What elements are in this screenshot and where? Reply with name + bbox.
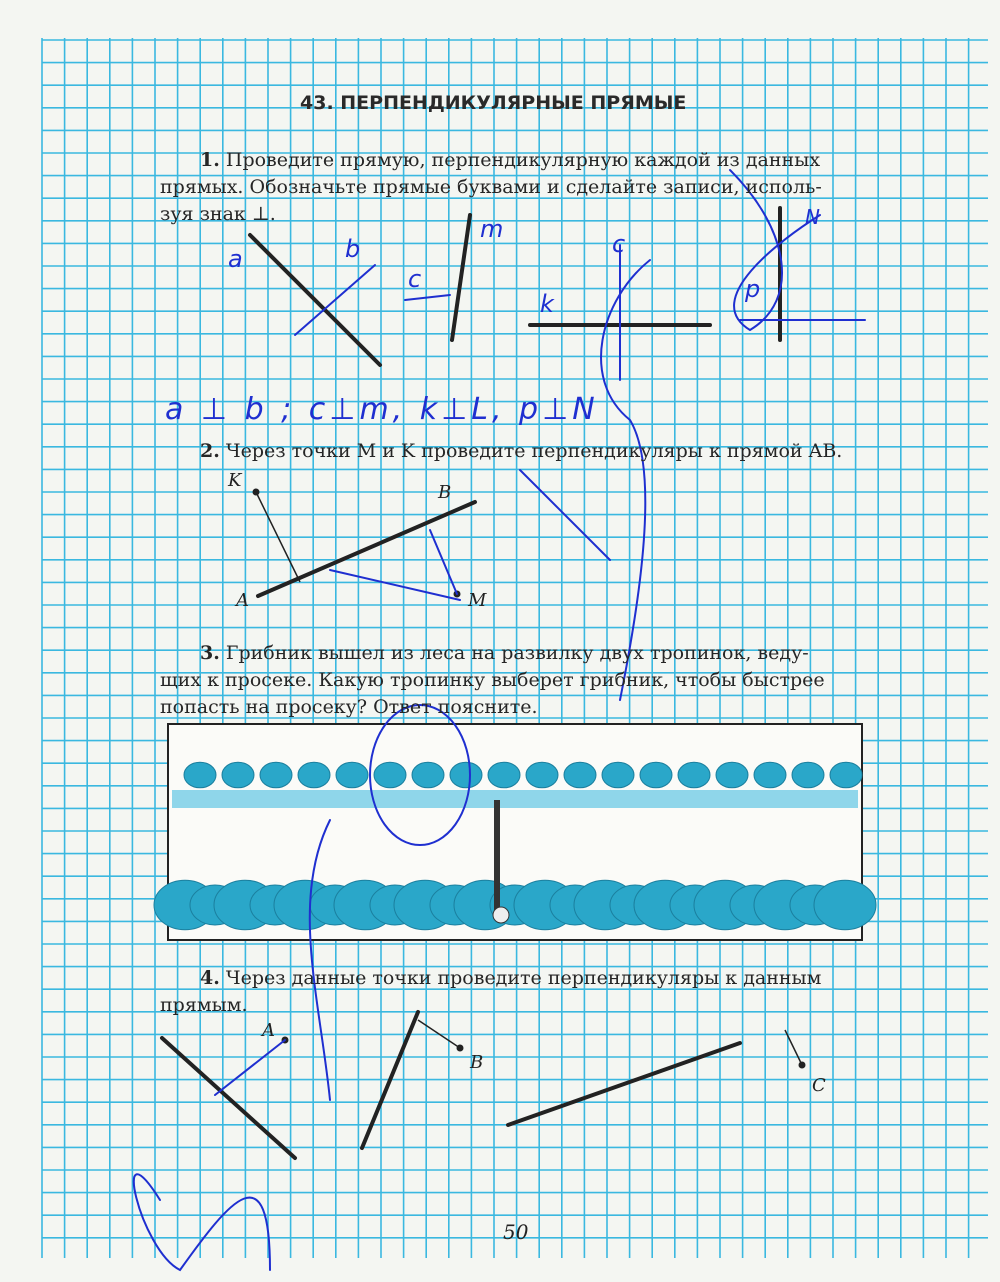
task-number: 3. <box>200 642 220 664</box>
point-label-a4: A <box>262 1020 275 1041</box>
task-number: 1. <box>200 149 220 171</box>
task-text: Проведите прямую, перпендикулярную каждой из данных <box>225 149 821 171</box>
task-2 <box>200 438 842 465</box>
task-1 <box>160 147 880 228</box>
task-text: Грибник вышел из леса на развилку двух тропинок, веду- <box>225 642 809 664</box>
tree-icon <box>792 762 824 788</box>
task-text: Через данные точки проведите перпендикуляры к данным <box>225 967 822 989</box>
page-title: 43. ПЕРПЕНДИКУЛЯРНЫЕ ПРЯМЫЕ <box>300 92 687 114</box>
tree-icon <box>374 762 406 788</box>
point-label-a: A <box>236 590 249 611</box>
tree-icon <box>526 762 558 788</box>
tree-icon <box>754 762 786 788</box>
tree-icon <box>602 762 634 788</box>
forest-illustration <box>154 724 876 940</box>
task-text: щих к просеке. Какую тропинку выберет грибник, чтобы быстрее <box>160 669 825 691</box>
task-text: прямым. <box>160 994 248 1016</box>
point-label-b: B <box>438 482 452 503</box>
hw-label-p: p <box>745 275 761 303</box>
hw-label-m: m <box>480 215 504 243</box>
task-text: попасть на просеку? Ответ поясните. <box>160 696 538 718</box>
hw-answer: a ⊥ b ; c⊥m, k⊥L, p⊥N <box>165 392 599 427</box>
point-label-b4: B <box>470 1052 484 1073</box>
tree-icon <box>184 762 216 788</box>
hw-label-c: c <box>408 265 422 293</box>
tree-icon <box>488 762 520 788</box>
tree-icon <box>564 762 596 788</box>
tree-icon <box>814 880 876 930</box>
tree-icon <box>336 762 368 788</box>
tree-icon <box>830 762 862 788</box>
tree-icon <box>640 762 672 788</box>
hw-label-n: N <box>805 205 820 229</box>
task-3 <box>160 640 880 721</box>
tree-icon <box>450 762 482 788</box>
point-label-k: K <box>228 470 242 491</box>
task-text: прямых. Обозначьте прямые буквами и сделайте записи, исполь- <box>160 176 822 198</box>
tree-icon <box>678 762 710 788</box>
task-number: 4. <box>200 967 220 989</box>
task-text: зуя знак ⊥. <box>160 203 276 225</box>
tree-icon <box>222 762 254 788</box>
hw-label-k: k <box>540 290 554 318</box>
task-4 <box>160 965 880 1019</box>
point-label-m: M <box>468 590 487 611</box>
task-number: 2. <box>200 440 220 462</box>
hw-label-a: a <box>228 245 243 273</box>
tree-icon <box>260 762 292 788</box>
point-label-c4: C <box>812 1075 826 1096</box>
task-text: Через точки M и K проведите перпендикуляры к прямой AB. <box>225 440 843 462</box>
tree-icon <box>298 762 330 788</box>
hw-label-l: c <box>612 230 626 258</box>
tree-icon <box>412 762 444 788</box>
page-number: 50 <box>503 1220 529 1244</box>
tree-icon <box>716 762 748 788</box>
hw-label-b: b <box>345 235 361 263</box>
